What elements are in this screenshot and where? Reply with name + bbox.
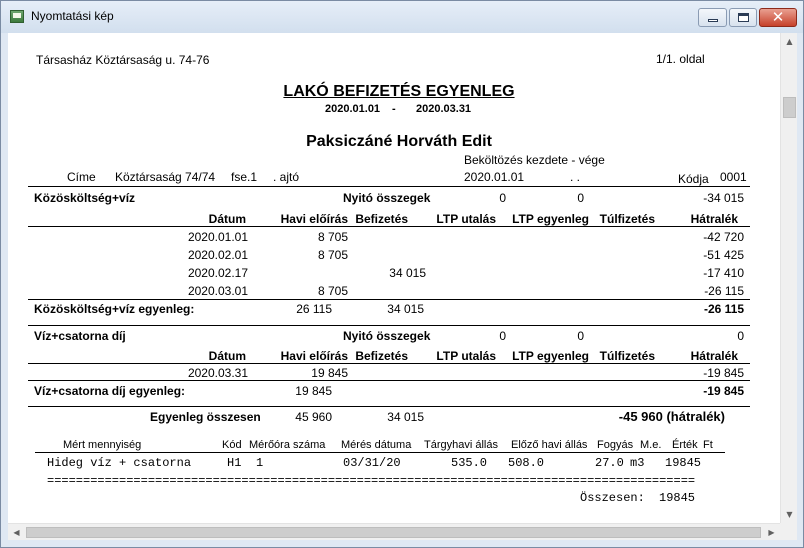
balance-paid: 34 015 — [387, 302, 424, 316]
close-icon: ✕ — [771, 8, 785, 26]
meter-separator: ========================================================================================== — [47, 474, 696, 488]
door: . ajtó — [273, 170, 300, 184]
opening-label: Nyitó összegek — [343, 191, 431, 205]
meter-name: Hideg víz + csatorna — [47, 456, 192, 470]
balance-label: Közösköltség+víz egyenleg: — [34, 302, 195, 316]
row-arrears: -17 410 — [703, 266, 744, 280]
meter-total-value: 19845 — [659, 491, 696, 505]
col-ltp: LTP utalás — [436, 212, 496, 226]
row-date: 2020.03.31 — [187, 366, 248, 380]
move-in-date: 2020.01.01 — [464, 170, 525, 184]
row-date: 2020.02.01 — [187, 248, 248, 262]
window-title: Nyomtatási kép — [31, 9, 114, 23]
col-date: Dátum — [208, 349, 246, 363]
meter-code: H1 — [227, 456, 242, 470]
minimize-button[interactable] — [698, 8, 727, 27]
address-label: Címe — [67, 170, 96, 184]
meter-col-usage: Fogyás — [597, 439, 634, 451]
balance-label: Víz+csatorna díj egyenleg: — [34, 384, 186, 398]
move-out-date: . . — [570, 170, 581, 184]
balance-due: 19 845 — [295, 384, 332, 398]
scroll-right-icon[interactable]: ▶ — [768, 528, 775, 537]
meter-col-number: Mérőóra száma — [249, 439, 326, 451]
period-to: 2020.03.31 — [416, 103, 472, 115]
divider — [28, 325, 750, 326]
col-over: Túlfizetés — [599, 212, 655, 226]
close-button[interactable] — [759, 8, 797, 27]
divider — [28, 380, 750, 381]
row-date: 2020.03.01 — [187, 284, 248, 298]
report-page — [8, 33, 780, 523]
col-arrears: Hátralék — [690, 212, 738, 226]
col-paid: Befizetés — [355, 212, 408, 226]
opening-arrears: -34 015 — [703, 191, 744, 205]
scroll-up-icon[interactable]: ▲ — [786, 37, 793, 46]
opening-ltp: 0 — [499, 191, 506, 205]
balance-arrears: -19 845 — [703, 384, 744, 398]
col-ltp-balance: LTP egyenleg — [512, 349, 589, 363]
meter-col-previous: Előző havi állás — [511, 439, 588, 451]
code-value: 0001 — [720, 170, 747, 184]
balance-due: 26 115 — [296, 302, 332, 316]
total-paid: 34 015 — [387, 410, 424, 424]
report-title: LAKÓ BEFIZETÉS EGYENLEG — [283, 83, 515, 100]
opening-label: Nyitó összegek — [343, 329, 431, 343]
opening-ltp-balance: 0 — [577, 329, 584, 343]
col-paid: Befizetés — [355, 349, 408, 363]
meter-total-label: Összesen: — [580, 491, 645, 505]
divider — [28, 299, 750, 300]
period-from: 2020.01.01 — [325, 103, 381, 115]
divider — [35, 452, 725, 453]
total-due: 45 960 — [295, 410, 332, 424]
meter-col-code: Kód — [222, 439, 242, 451]
row-date: 2020.02.17 — [187, 266, 248, 280]
balance-arrears: -26 115 — [703, 302, 744, 316]
scroll-down-icon[interactable]: ▼ — [786, 510, 793, 519]
col-over: Túlfizetés — [599, 349, 655, 363]
divider — [28, 226, 750, 227]
meter-previous: 508.0 — [508, 456, 545, 470]
col-ltp-balance: LTP egyenleg — [512, 212, 589, 226]
org-name: Társasház Köztársaság u. 74-76 — [36, 53, 210, 67]
code-label: Kódja — [678, 172, 709, 186]
divider — [28, 186, 750, 187]
col-ltp: LTP utalás — [436, 349, 496, 363]
meter-number: 1 — [256, 456, 264, 470]
scrollbar-corner — [780, 523, 797, 540]
row-due: 19 845 — [311, 366, 348, 380]
title-bar[interactable] — [1, 1, 803, 33]
opening-ltp-balance: 0 — [577, 191, 584, 205]
meter-col-date: Mérés dátuma — [341, 439, 412, 451]
row-arrears: -42 720 — [703, 230, 744, 244]
meter-col-current: Tárgyhavi állás — [424, 439, 498, 451]
page-number: 1/1. oldal — [656, 52, 705, 66]
address: Köztársaság 74/74 — [115, 170, 216, 184]
divider — [28, 363, 750, 364]
section-title: Víz+csatorna díj — [34, 329, 126, 343]
total-label: Egyenleg összesen — [150, 410, 261, 424]
move-in-label: Beköltözés kezdete - vége — [464, 153, 605, 167]
meter-usage: 27.0 — [595, 456, 624, 470]
floor: fse.1 — [231, 170, 258, 184]
resident-name: Paksiczáné Horváth Edit — [306, 133, 492, 150]
scroll-left-icon[interactable]: ◀ — [13, 528, 20, 537]
row-due: 8 705 — [317, 230, 348, 244]
horizontal-scroll-thumb[interactable] — [26, 527, 761, 538]
row-arrears: -26 115 — [704, 284, 744, 298]
opening-ltp: 0 — [499, 329, 506, 343]
minimize-icon — [708, 19, 718, 22]
meter-date: 03/31/20 — [343, 456, 401, 470]
row-arrears: -51 425 — [703, 248, 744, 262]
col-date: Dátum — [208, 212, 246, 226]
maximize-icon — [738, 13, 749, 22]
col-due: Havi előírás — [280, 212, 348, 226]
meter-col-currency: Ft — [703, 439, 713, 451]
opening-arrears: 0 — [737, 329, 744, 343]
row-due: 8 705 — [317, 284, 348, 298]
meter-value: 19845 — [665, 456, 702, 470]
col-due: Havi előírás — [280, 349, 348, 363]
meter-unit: m3 — [630, 456, 645, 470]
col-arrears: Hátralék — [690, 349, 738, 363]
horizontal-scrollbar[interactable] — [8, 523, 780, 540]
period-separator: - — [392, 103, 396, 115]
meter-col-unit: M.e. — [640, 439, 662, 451]
meter-col-name: Mért mennyiség — [63, 439, 142, 451]
meter-current: 535.0 — [451, 456, 488, 470]
section-title: Közösköltség+víz — [34, 191, 136, 205]
row-date: 2020.01.01 — [187, 230, 248, 244]
row-paid: 34 015 — [389, 266, 426, 280]
row-arrears: -19 845 — [703, 366, 744, 380]
divider — [28, 406, 750, 407]
row-due: 8 705 — [317, 248, 348, 262]
vertical-scrollbar[interactable] — [780, 33, 797, 523]
meter-col-value: Érték — [672, 439, 698, 451]
app-icon — [10, 10, 24, 23]
total-result: -45 960 (hátralék) — [618, 409, 725, 424]
vertical-scroll-thumb[interactable] — [783, 97, 796, 118]
maximize-button[interactable] — [729, 8, 757, 27]
